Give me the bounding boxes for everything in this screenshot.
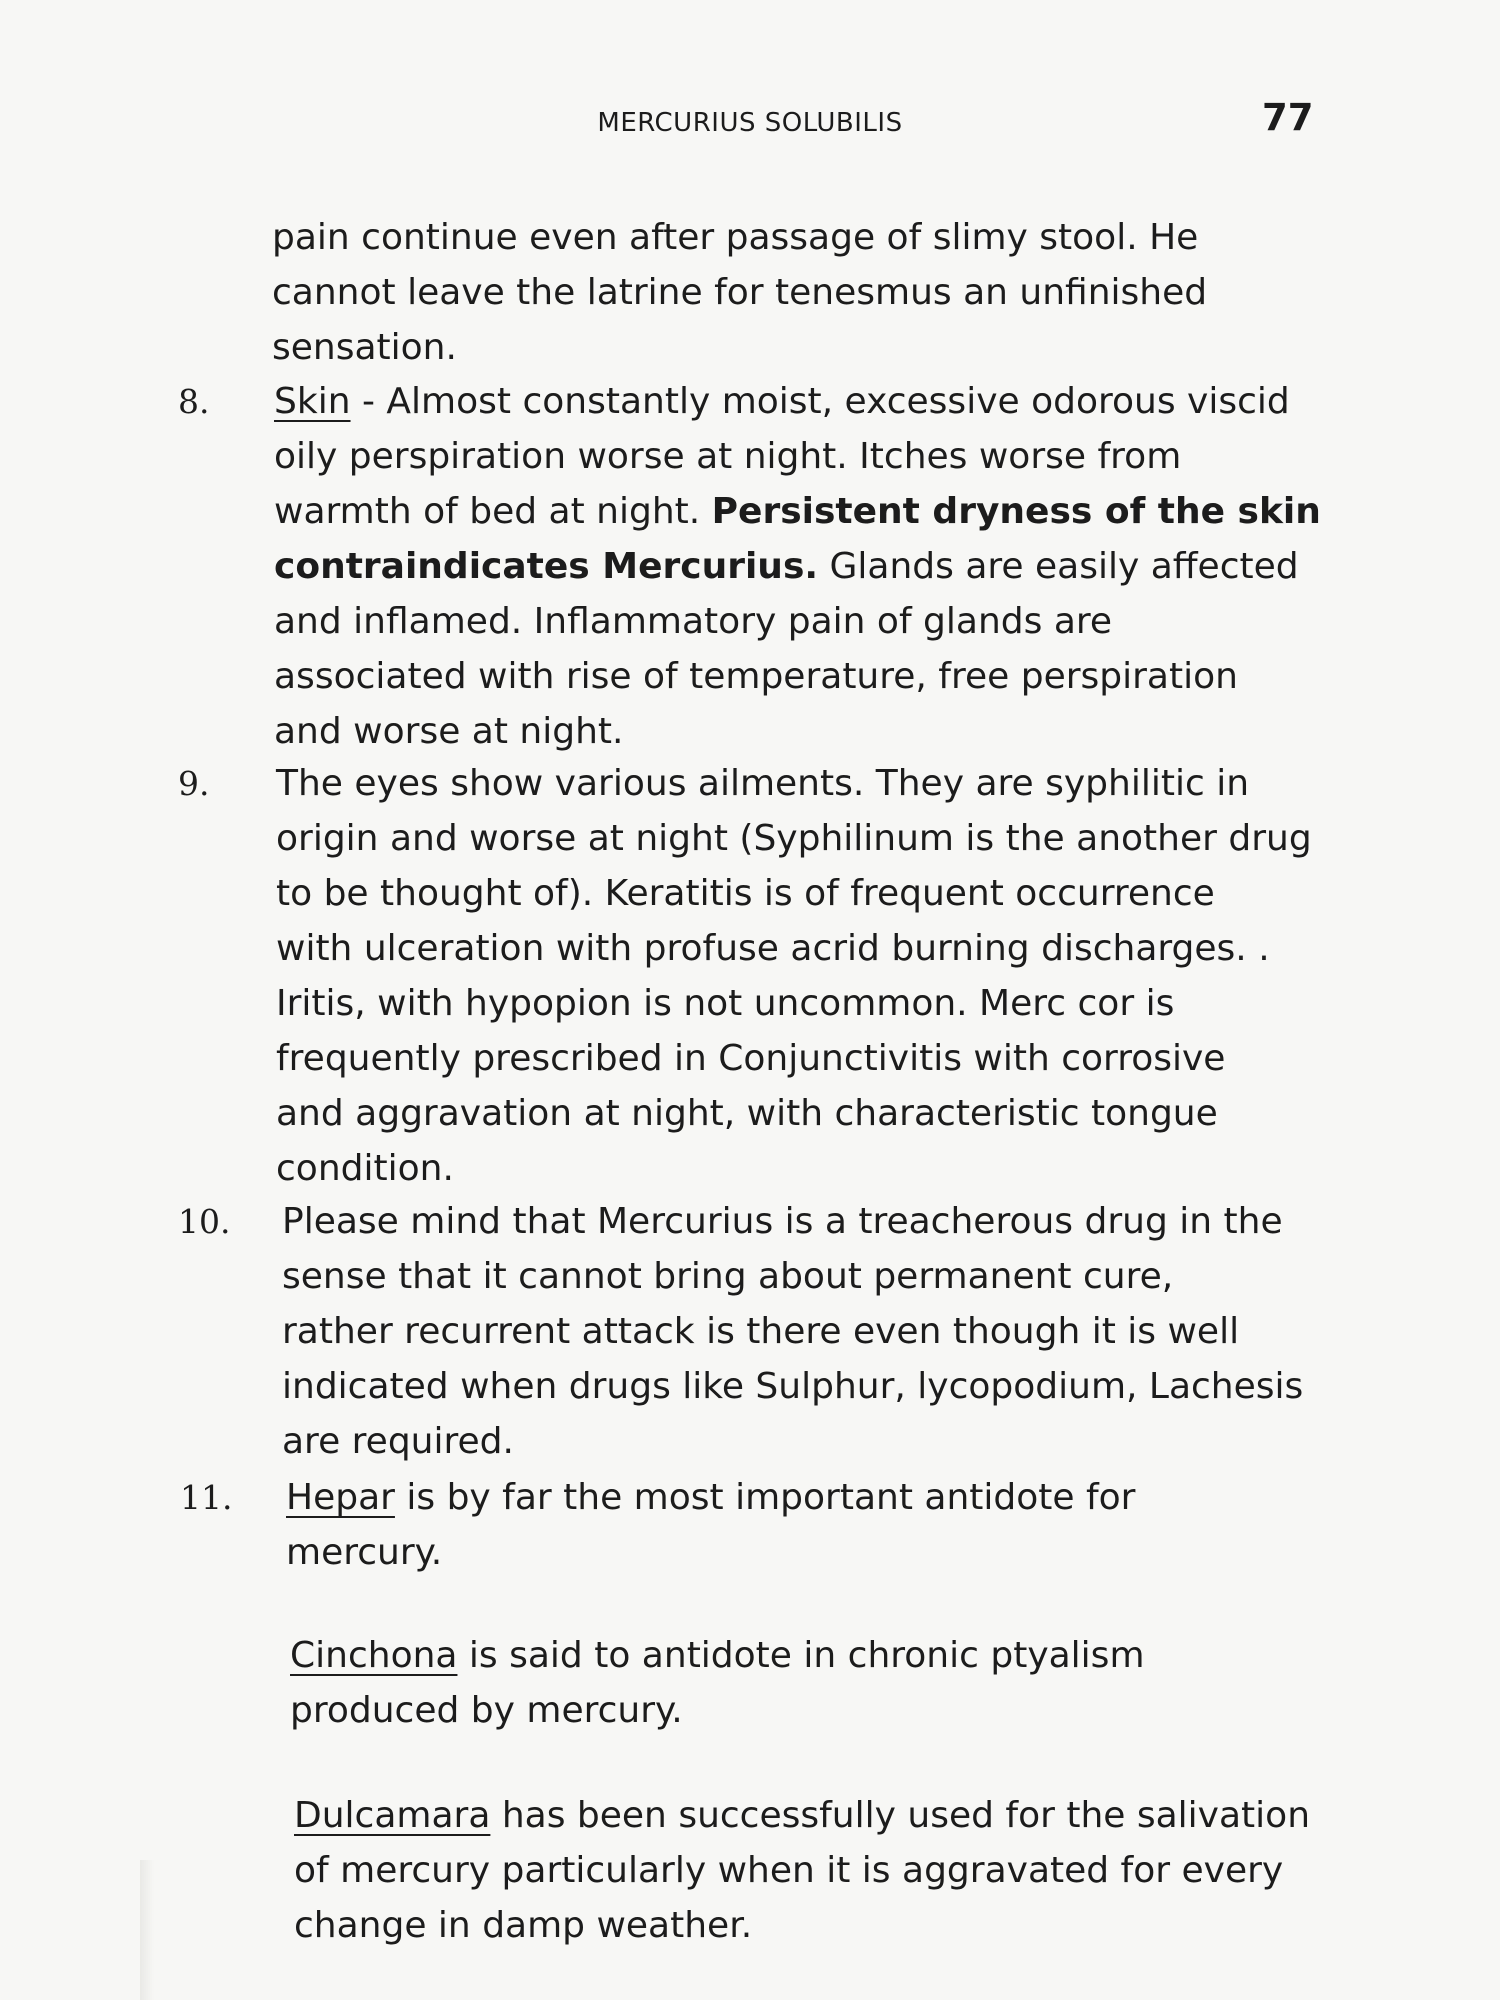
text-line: indicated when drugs like Sulphur, lycopodium, Lachesis <box>282 1366 1304 1407</box>
continuation-paragraph <box>272 210 1332 375</box>
text-line: cannot leave the latrine for tenesmus an unfinished <box>272 272 1208 313</box>
text-line: rather recurrent attack is there even though it is well <box>282 1311 1240 1352</box>
text-line: oily perspiration worse at night. Itches worse from <box>274 436 1182 477</box>
bold-text: contraindicates Mercurius. <box>274 546 819 587</box>
text-line: are required. <box>282 1421 514 1462</box>
text-line: to be thought of). Keratitis is of frequent occurrence <box>276 873 1215 914</box>
dulcamara-heading: Dulcamara <box>294 1795 491 1836</box>
cinchona-heading: Cinchona <box>290 1635 458 1676</box>
page-number: 77 <box>1262 96 1314 139</box>
text-line: warmth of bed at night. <box>274 491 712 532</box>
text-line: and aggravation at night, with characteristic tongue <box>276 1093 1218 1134</box>
text-line: is said to antidote in chronic ptyalism <box>457 1635 1145 1676</box>
dulcamara-paragraph <box>294 1788 1354 1953</box>
text-line: The eyes show various ailments. They are syphilitic in <box>276 763 1250 804</box>
item-number-11: 11. <box>180 1478 233 1517</box>
running-title: MERCURIUS SOLUBILIS <box>597 108 903 138</box>
text-line: and inflamed. Inflammatory pain of glands are <box>274 601 1113 642</box>
item-9-paragraph <box>276 756 1336 1196</box>
text-line: produced by mercury. <box>290 1690 683 1731</box>
item-number-9: 9. <box>178 764 210 803</box>
item-11-paragraph <box>286 1470 1346 1580</box>
bold-text: Persistent dryness of the skin <box>711 491 1321 532</box>
item-10-paragraph <box>282 1194 1342 1469</box>
text-line: Iritis, with hypopion is not uncommon. Merc cor is <box>276 983 1175 1024</box>
text-line: origin and worse at night (Syphilinum is the another drug <box>276 818 1312 859</box>
text-line: - Almost constantly moist, excessive odorous viscid <box>350 381 1290 422</box>
item-8-paragraph <box>274 374 1334 759</box>
text-line: of mercury particularly when it is aggravated for every <box>294 1850 1284 1891</box>
text-line: change in damp weather. <box>294 1905 753 1946</box>
item-number-10: 10. <box>178 1202 231 1241</box>
hepar-heading: Hepar <box>286 1477 395 1518</box>
cinchona-paragraph <box>290 1628 1350 1738</box>
skin-heading: Skin <box>274 381 351 422</box>
text-line: with ulceration with profuse acrid burning discharges. . <box>276 928 1270 969</box>
item-number-8: 8. <box>178 382 210 421</box>
text-line: sense that it cannot bring about permanent cure, <box>282 1256 1174 1297</box>
text-line: sensation. <box>272 327 457 368</box>
text-line: is by far the most important antidote for <box>394 1477 1136 1518</box>
text-line: has been successfully used for the salivation <box>490 1795 1311 1836</box>
text-line: condition. <box>276 1148 454 1189</box>
text-line: associated with rise of temperature, free perspiration <box>274 656 1238 697</box>
text-line: mercury. <box>286 1532 443 1573</box>
page-edge-shadow <box>140 1860 154 2000</box>
text-line: and worse at night. <box>274 711 624 752</box>
text-line: Please mind that Mercurius is a treacherous drug in the <box>282 1201 1283 1242</box>
text-line: frequently prescribed in Conjunctivitis with corrosive <box>276 1038 1226 1079</box>
text-line: pain continue even after passage of slimy stool. He <box>272 217 1199 258</box>
text-line: Glands are easily affected <box>818 546 1299 587</box>
